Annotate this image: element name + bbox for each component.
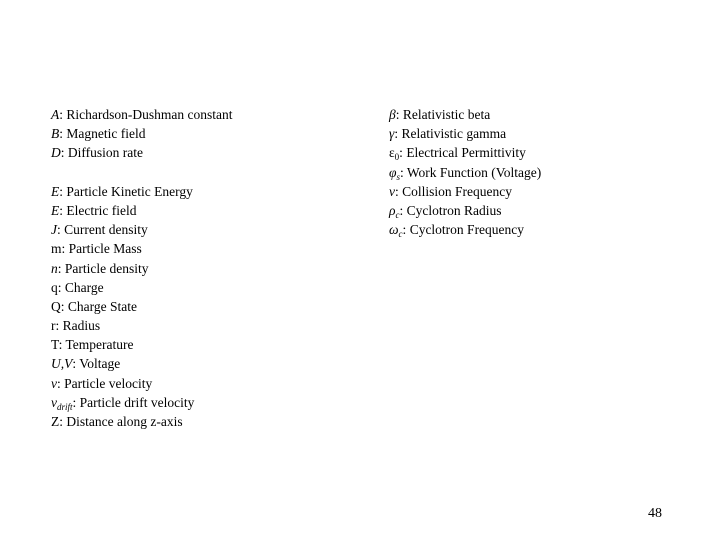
symbol-entry: E: Electric field bbox=[51, 202, 137, 218]
symbol-subscript: 0 bbox=[394, 152, 400, 163]
symbol: J bbox=[51, 222, 57, 238]
symbol-entry: r: Radius bbox=[51, 318, 101, 334]
symbol-entry: $\varepsilon_0$: Electrical Permittivity bbox=[389, 145, 526, 163]
symbol-entry: ν: Collision Frequency bbox=[389, 183, 513, 199]
symbol: U,V bbox=[51, 356, 73, 372]
symbol-description: Electrical Permittivity bbox=[406, 145, 526, 161]
symbol-description: Electric field bbox=[66, 202, 137, 218]
symbol: φ bbox=[389, 164, 397, 180]
symbol: A bbox=[51, 107, 60, 122]
symbol-entry: $\rho_c$: Cyclotron Radius bbox=[389, 202, 502, 220]
symbol: r bbox=[51, 318, 56, 334]
symbol-entry: T: Temperature bbox=[51, 337, 134, 353]
symbol-subscript: drift bbox=[57, 401, 73, 412]
symbol: γ bbox=[389, 126, 395, 142]
symbol-description: Particle density bbox=[64, 260, 149, 276]
symbol-entry: E: Particle Kinetic Energy bbox=[51, 183, 193, 199]
symbol-description: Distance along z-axis bbox=[66, 414, 183, 429]
list-spacer bbox=[51, 163, 351, 182]
symbol-description: Voltage bbox=[79, 356, 121, 372]
symbol: ν bbox=[389, 183, 395, 199]
symbol: T bbox=[51, 337, 59, 353]
symbol-description: Cyclotron Radius bbox=[406, 202, 502, 218]
symbol-entry: U,V: Voltage bbox=[51, 356, 121, 372]
symbol-entry: q: Charge bbox=[51, 279, 104, 295]
symbol-entry: m: Particle Mass bbox=[51, 241, 142, 257]
symbol-entry: $\omega_c$: Cyclotron Frequency bbox=[389, 222, 525, 240]
symbol: Q bbox=[51, 298, 61, 314]
symbol-entry: J: Current density bbox=[51, 222, 148, 238]
symbol: E bbox=[51, 202, 60, 218]
symbol: ω bbox=[389, 222, 399, 238]
symbol-entry: γ: Relativistic gamma bbox=[389, 126, 507, 142]
symbol-entry: $v_{drift}$: Particle drift velocity bbox=[51, 394, 195, 412]
symbol-description: Cyclotron Frequency bbox=[409, 222, 525, 238]
symbol: E bbox=[51, 183, 60, 199]
symbol: β bbox=[389, 107, 396, 122]
symbol-description: Particle Mass bbox=[68, 241, 142, 257]
symbol-description: Work Function (Voltage) bbox=[406, 164, 542, 180]
symbol-description: Collision Frequency bbox=[402, 183, 513, 199]
symbol-entry: D: Diffusion rate bbox=[51, 145, 143, 161]
symbol: v bbox=[51, 375, 57, 391]
symbol-entry: $\varphi_s$: Work Function (Voltage) bbox=[389, 164, 542, 182]
symbol-description: Particle drift velocity bbox=[79, 394, 195, 410]
symbol: v bbox=[51, 394, 57, 410]
symbol: D bbox=[51, 145, 61, 161]
right-symbol-list bbox=[389, 105, 689, 239]
symbol-subscript: c bbox=[398, 229, 403, 240]
symbol: m bbox=[51, 241, 62, 257]
symbol-description: Particle Kinetic Energy bbox=[66, 183, 193, 199]
symbol-description: Relativistic beta bbox=[402, 107, 491, 122]
symbol-description: Radius bbox=[62, 318, 101, 334]
symbol-entry: Z: Distance along z-axis bbox=[51, 414, 183, 429]
symbol-description: Current density bbox=[64, 222, 148, 238]
symbol-description: Diffusion rate bbox=[67, 145, 143, 161]
left-symbol-list bbox=[51, 105, 351, 431]
page-number: 48 bbox=[648, 506, 662, 521]
symbol: ε bbox=[389, 145, 395, 161]
symbol-entry: B: Magnetic field bbox=[51, 126, 146, 142]
symbol: Z bbox=[51, 414, 60, 429]
symbol-description: Particle velocity bbox=[64, 375, 153, 391]
symbol-description: Richardson-Dushman constant bbox=[66, 107, 233, 122]
symbol-entry: A: Richardson-Dushman constant bbox=[51, 107, 233, 122]
symbol-entry: Q: Charge State bbox=[51, 298, 137, 314]
symbol-entry: n: Particle density bbox=[51, 260, 149, 276]
symbol-entry: β: Relativistic beta bbox=[389, 107, 491, 122]
symbol: B bbox=[51, 126, 60, 142]
symbol: ρ bbox=[389, 202, 396, 218]
symbol-description: Temperature bbox=[65, 337, 134, 353]
symbol-description: Charge bbox=[64, 279, 104, 295]
symbol-subscript: c bbox=[395, 209, 400, 220]
symbol-description: Relativistic gamma bbox=[401, 126, 507, 142]
symbol: n bbox=[51, 260, 58, 276]
symbol-subscript: s bbox=[396, 171, 400, 182]
symbol-description: Charge State bbox=[67, 298, 137, 314]
symbol-description: Magnetic field bbox=[66, 126, 146, 142]
symbol-entry: v: Particle velocity bbox=[51, 375, 153, 391]
symbol: q bbox=[51, 279, 58, 295]
